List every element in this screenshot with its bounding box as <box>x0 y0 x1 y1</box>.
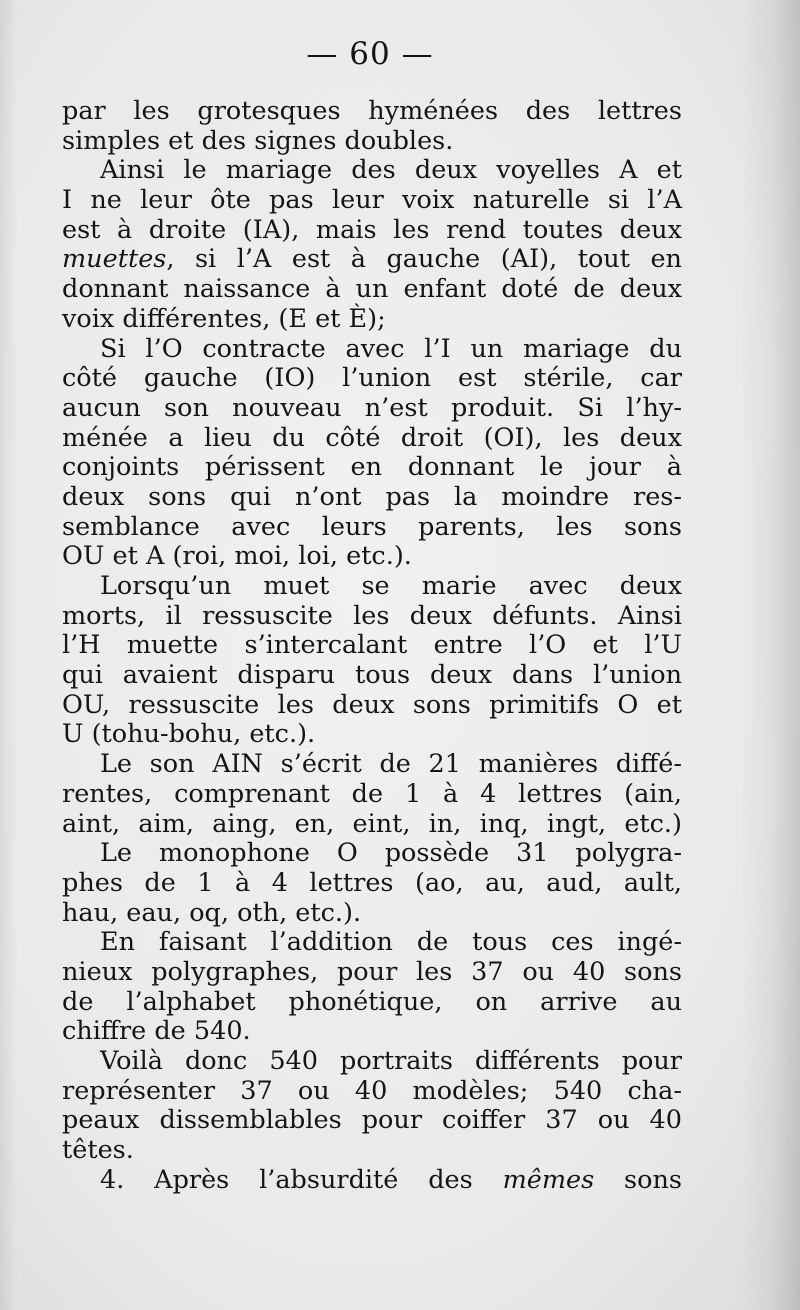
text-line: conjoints périssent en donnant le jour à <box>62 452 682 483</box>
text-line: semblance avec leurs parents, les sons <box>62 511 682 542</box>
text-line: têtes. <box>62 1135 134 1166</box>
text-line: chiffre de 540. <box>62 1016 251 1047</box>
text-line: hau, eau, oq, oth, etc.). <box>62 897 362 928</box>
text-line: I ne leur ôte pas leur voix naturelle si l’A <box>62 185 682 216</box>
text-line: OU et A (roi, moi, loi, etc.). <box>62 541 412 572</box>
text-line: l’H muette s’intercalant entre l’O et l’U <box>62 630 682 661</box>
text-run: sons <box>594 1164 682 1195</box>
text-line: de l’alphabet phonétique, on arrive au <box>62 986 682 1017</box>
text-line: En faisant l’addition de tous ces ingé- <box>100 927 682 958</box>
text-line: qui avaient disparu tous deux dans l’union <box>62 660 682 691</box>
text-line <box>62 245 682 275</box>
italic-word: muettes <box>62 244 167 275</box>
text-line: U (tohu-bohu, etc.). <box>62 719 316 750</box>
text-line: ménée a lieu du côté droit (OI), les deux <box>62 422 682 453</box>
text-line: simples et des signes doubles. <box>62 125 454 156</box>
text-line: Si l’O contracte avec l’I un mariage du <box>100 333 682 364</box>
text-run: , si l’A est à gauche (AI), tout en <box>166 244 682 275</box>
text-line: Ainsi le mariage des deux voyelles A et <box>100 155 682 186</box>
text-line: morts, il ressuscite les deux défunts. Ainsi <box>62 600 682 631</box>
body-text <box>62 97 682 1195</box>
text-line: OU, ressuscite les deux sons primitifs O et <box>62 689 682 720</box>
text-line: deux sons qui n’ont pas la moindre res- <box>62 481 682 512</box>
text-line: aint, aim, aing, en, eint, in, inq, ingt, etc.) <box>62 808 682 839</box>
text-line: Lorsqu’un muet se marie avec deux <box>100 571 682 601</box>
text-line: est à droite (IA), mais les rend toutes deux <box>62 214 682 245</box>
text-run: 4. Après l’absurdité des <box>100 1164 503 1195</box>
text-line: Le monophone O possède 31 polygra- <box>100 838 682 869</box>
page-edge-shadow <box>740 0 800 1310</box>
text-line: aucun son nouveau n’est produit. Si l’hy- <box>62 392 682 423</box>
text-line: nieux polygraphes, pour les 37 ou 40 sons <box>62 956 682 987</box>
italic-word: mêmes <box>502 1164 595 1195</box>
text-line: Le son AIN s’écrit de 21 manières diffé- <box>100 749 682 780</box>
gutter-shadow <box>0 0 18 1310</box>
text-line: Voilà donc 540 portraits différents pour <box>100 1046 682 1076</box>
text-line: voix différentes, (E et È); <box>62 303 386 334</box>
text-line <box>62 1166 682 1196</box>
text-line: phes de 1 à 4 lettres (ao, au, aud, ault, <box>62 867 682 898</box>
text-line: représenter 37 ou 40 modèles; 540 cha- <box>62 1075 682 1106</box>
text-line: peaux dissemblables pour coiffer 37 ou 40 <box>62 1105 682 1136</box>
text-line: donnant naissance à un enfant doté de deux <box>62 274 682 305</box>
text-line: par les grotesques hyménées des lettres <box>62 96 682 126</box>
text-line: rentes, comprenant de 1 à 4 lettres (ain, <box>62 778 682 809</box>
page-number: — 60 — <box>306 36 434 72</box>
text-line: côté gauche (IO) l’union est stérile, car <box>62 363 682 394</box>
